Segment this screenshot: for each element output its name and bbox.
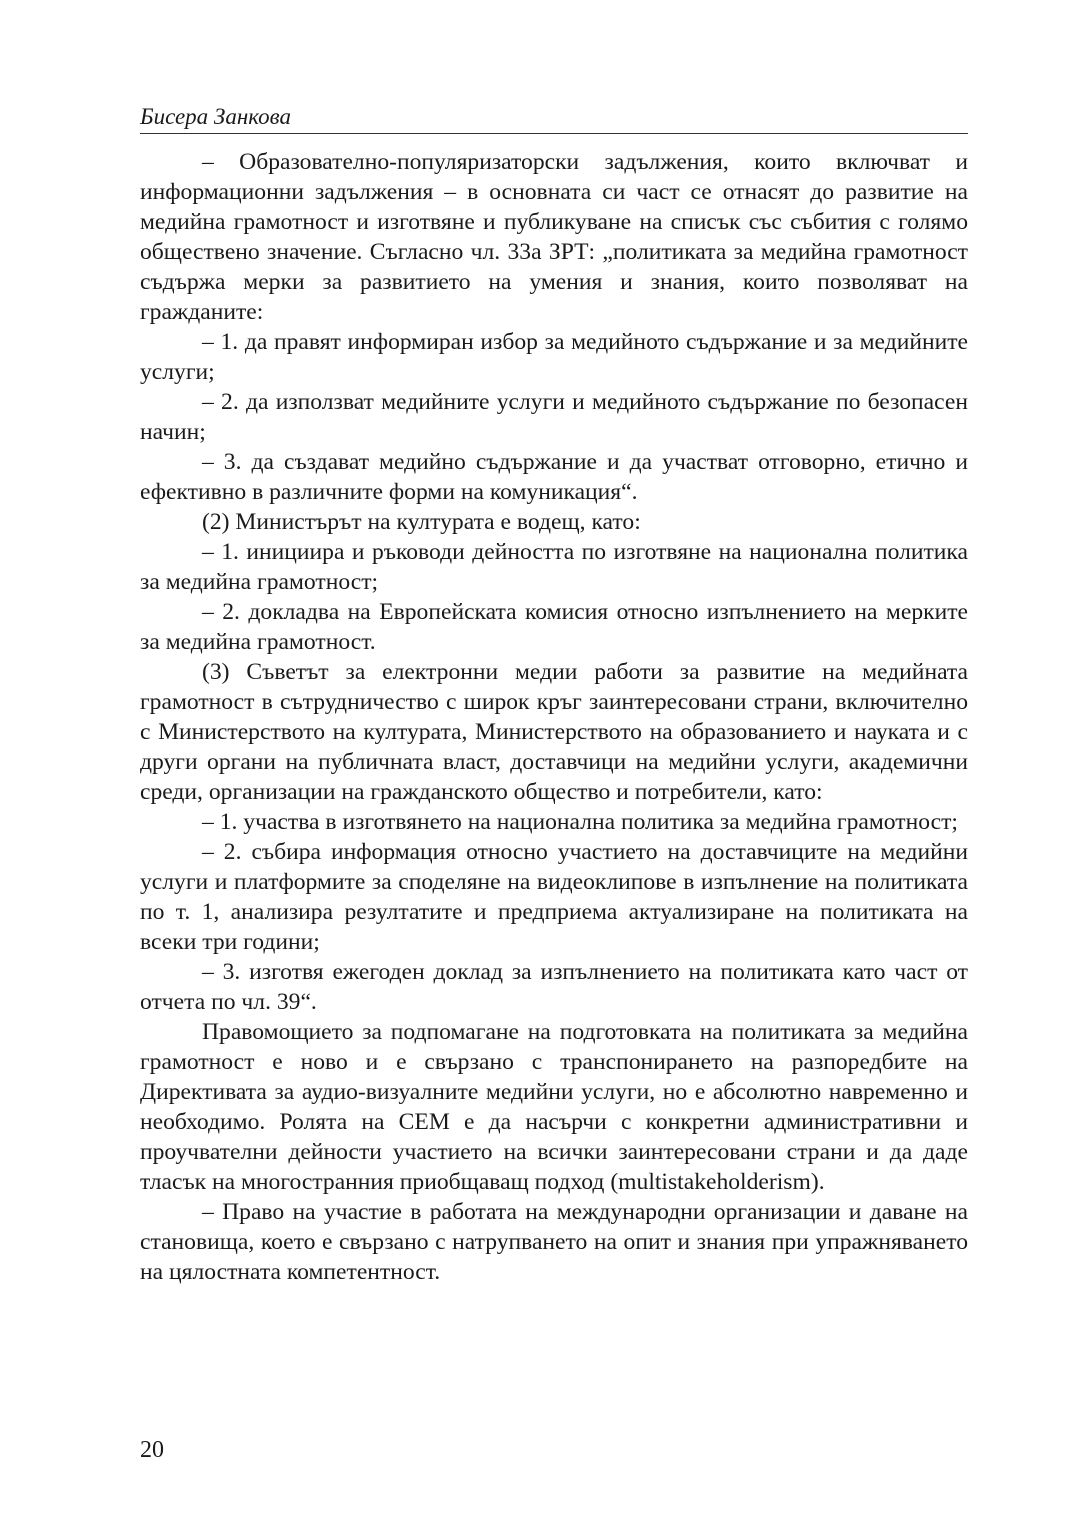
page-number: 20 (140, 1437, 164, 1463)
paragraph-11: – 3. изготвя ежегоден доклад за изпълнението на политиката като част от отчета по чл. 39“. (140, 959, 968, 1015)
body-text (140, 147, 968, 1287)
paragraph-1: – Образователно-популяризаторски задължения, които включват и информационни задължения – в основната си част се отнасят до развитие на медийна грамотност и изготвяне и публикуване на списък със събития с голямо обществено значение. Съгласно чл. 33а ЗРТ: „политиката за медийна грамотност съдържа мерки за развитието на умения и знания, които позволяват на гражданите: (140, 149, 968, 325)
paragraph-9: – 1. участва в изготвянето на национална политика за медийна грамотност; (202, 809, 958, 835)
paragraph-4: – 3. да създават медийно съдържание и да участват отговорно, етично и ефективно в различните форми на комуникация“. (140, 449, 968, 505)
paragraph-12: Правомощието за подпомагане на подготовката на политиката за медийна грамотност е ново и е свързано с транспонирането на разпоредбите на Директивата за аудио-визуалните медийни услуги, но е абсолютно навременно и необходимо. Ролята на СЕМ е да насърчи с конкретни административни и проучвателни дейности участието на всички заинтересовани страни и да даде тласък на многостранния приобщаващ подход (multistakeholderism). (140, 1019, 968, 1195)
paragraph-7: – 2. докладва на Европейската комисия относно изпълнението на мерките за медийна грамотност. (140, 599, 968, 655)
paragraph-8: (3) Съветът за електронни медии работи за развитие на медийната грамотност в сътрудничество с широк кръг заинтересовани страни, включително с Министерството на културата, Министерството на образованието и науката и с други органи на публичната власт, доставчици на медийни услуги, академични среди, организации на гражданското общество и потребители, като: (140, 659, 968, 805)
paragraph-3: – 2. да използват медийните услуги и медийното съдържание по безопасен начин; (140, 389, 968, 445)
paragraph-2: – 1. да правят информиран избор за медийното съдържание и за медийните услуги; (140, 329, 968, 385)
paragraph-5: (2) Министърът на културата е водещ, като: (202, 509, 641, 535)
paragraph-6: – 1. инициира и ръководи дейността по изготвяне на национална политика за медийна грамотност; (140, 539, 968, 595)
running-head-author: Бисера Занкова (140, 104, 968, 134)
paragraph-10: – 2. събира информация относно участието на доставчиците на медийни услуги и платформите за споделяне на видеоклипове в изпълнение на политиката по т. 1, анализира резултатите и предприема актуализиране на политиката на всеки три години; (140, 839, 968, 955)
paragraph-13: – Право на участие в работата на международни организации и даване на становища, което е свързано с натрупването на опит и знания при упражняването на цялостната компетентност. (140, 1199, 968, 1285)
